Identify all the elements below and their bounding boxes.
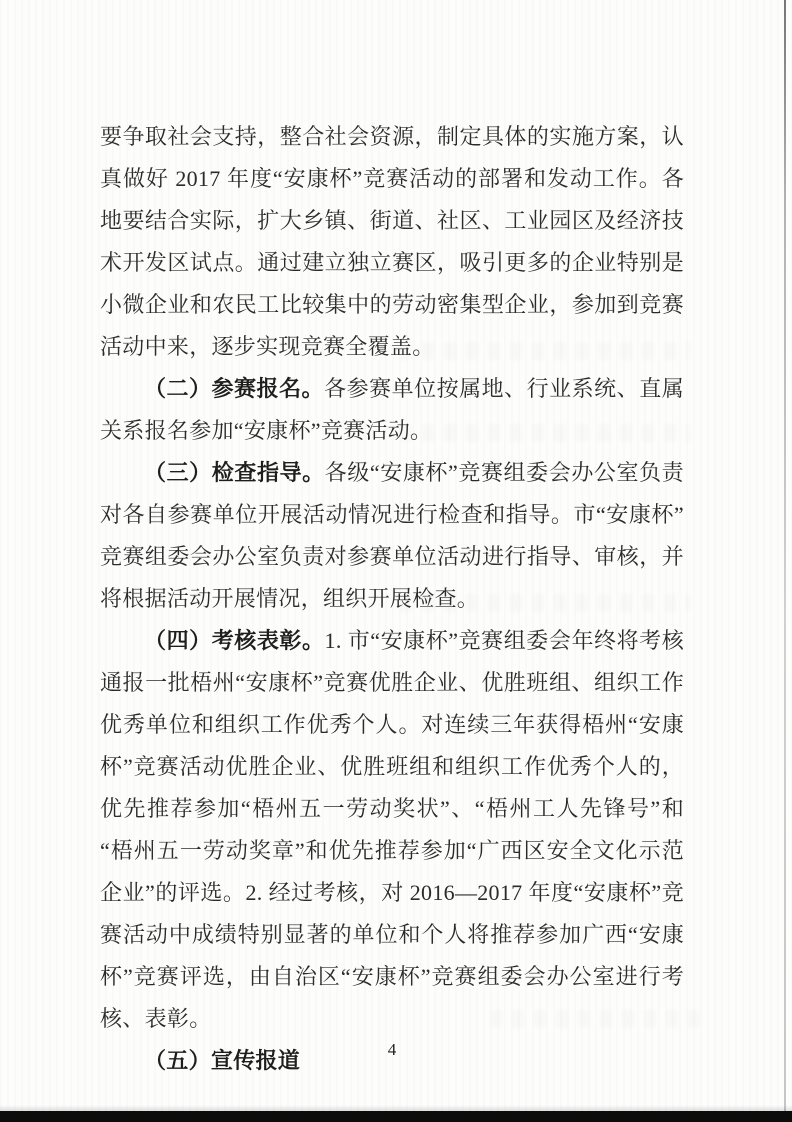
scan-edge-line bbox=[784, 0, 786, 1111]
paragraph-text: 各参赛单位按属地、行业系统、直属关系报名参加“安康杯”竞赛活动。 bbox=[100, 376, 684, 443]
document-body bbox=[100, 116, 684, 1082]
paragraph-text: 各级“安康杯”竞赛组委会办公室负责对各自参赛单位开展活动情况进行检查和指导。市“安康杯”竞赛组委会办公室负责对参赛单位活动进行指导、审核，并将根据活动开展情况，组织开展检查。 bbox=[100, 460, 684, 611]
section-heading: （五）宣传报道 bbox=[144, 1048, 301, 1073]
paragraph bbox=[100, 620, 684, 1040]
paragraph-text: 1. 市“安康杯”竞赛组委会年终将考核通报一批梧州“安康杯”竞赛优胜企业、优胜班组、组织工作优秀单位和组织工作优秀个人。对连续三年获得梧州“安康杯”竞赛活动优胜企业、优胜班组和组织工作优秀个人的，优先推荐参加“梧州五一劳动奖状”、“梧州工人先锋号”和“梧州五一劳动奖章”和优先推荐参加“广西区安全文化示范企业”的评选。2. 经过考核，对 2016—2017 年度“安康杯”竞赛活动中成绩特别显著的单位和个人将推荐参加广西“安康杯”竞赛评选，由自治区“安康杯”竞赛组委会办公室进行考核、表彰。 bbox=[100, 628, 685, 1031]
section-heading: （三）检查指导。 bbox=[144, 460, 325, 485]
paragraph bbox=[100, 368, 684, 452]
section-heading: （四）考核表彰。 bbox=[144, 628, 325, 653]
paragraph bbox=[100, 452, 684, 620]
paragraph bbox=[100, 116, 684, 368]
page-number: 4 bbox=[387, 1040, 397, 1059]
section-heading: （二）参赛报名。 bbox=[144, 376, 325, 401]
paragraph-text: 要争取社会支持，整合社会资源，制定具体的实施方案，认真做好 2017 年度“安康杯”竞赛活动的部署和发动工作。各地要结合实际，扩大乡镇、街道、社区、工业园区及经济技术开发区试点。通过建立独立赛区，吸引更多的企业特别是小微企业和农民工比较集中的劳动密集型企业，参加到竞赛活动中来，逐步实现竞赛全覆盖。 bbox=[100, 124, 684, 359]
scan-edge-bar bbox=[0, 1111, 792, 1122]
